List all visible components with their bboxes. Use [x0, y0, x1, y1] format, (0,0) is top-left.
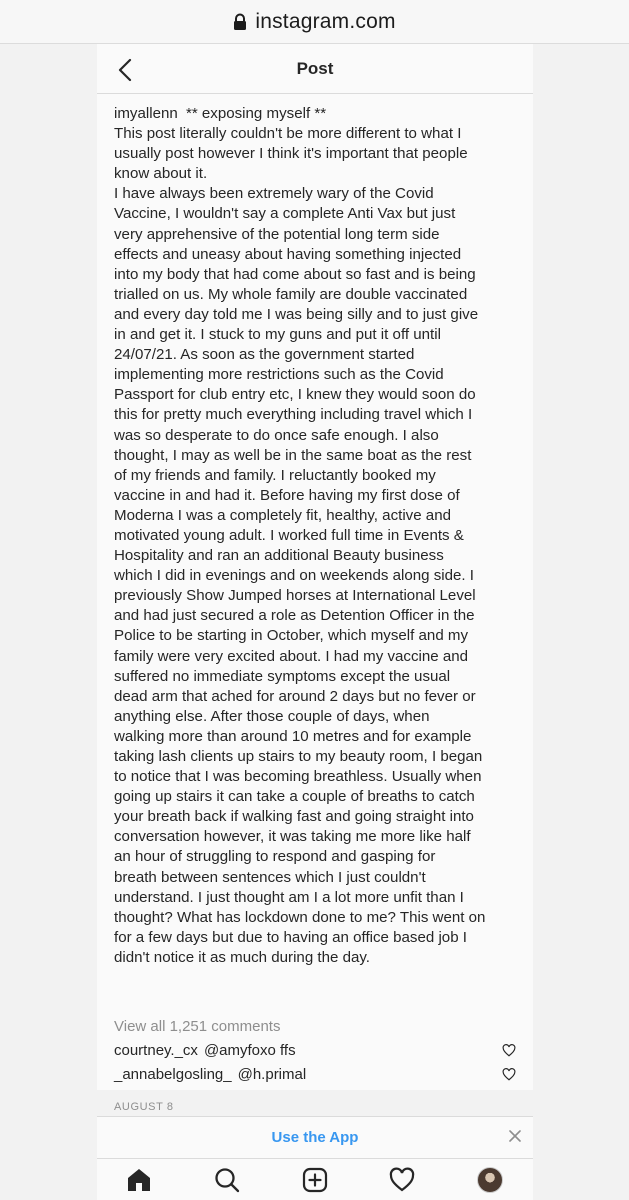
chevron-left-icon[interactable]: [117, 58, 133, 82]
lock-icon: [233, 13, 247, 31]
caption-line: family were very excited about. I had my vaccine and: [114, 647, 469, 665]
caption-line: thought, I may as well be in the same boat as the rest: [114, 446, 472, 464]
search-icon[interactable]: [214, 1167, 240, 1193]
caption-line: effects and uneasy about having something injected: [114, 245, 462, 263]
caption-line: going up stairs it can take a couple of breaths to catch: [114, 788, 475, 806]
new-post-icon[interactable]: [302, 1167, 328, 1193]
caption-line: Vaccine, I wouldn't say a complete Anti Vax but just: [114, 205, 456, 223]
like-comment-heart-icon[interactable]: [502, 1068, 516, 1081]
comment-username[interactable]: courtney._cx: [114, 1042, 198, 1059]
caption-line: Police to be starting in October, which myself and my: [114, 627, 469, 645]
comment-row: [114, 1042, 516, 1059]
caption-line: taking lash clients up stairs to my beauty room, I began: [114, 748, 483, 765]
home-icon[interactable]: [126, 1167, 152, 1193]
comment-text: @amyfoxo ffs: [203, 1042, 296, 1059]
url-text: instagram.com: [255, 9, 396, 33]
caption-line: Hospitality and ran an additional Beauty business: [114, 547, 444, 565]
activity-heart-icon[interactable]: [389, 1167, 415, 1193]
caption-line: didn't notice it as much during the day.: [114, 948, 370, 966]
caption-line: 24/07/21. As soon as the government started: [114, 346, 415, 364]
browser-url-bar[interactable]: [0, 0, 629, 44]
caption-line: to notice that I was becoming breathless. Usually when: [114, 768, 482, 786]
caption-line: an hour of struggling to respond and gasping for: [114, 848, 436, 866]
caption-username[interactable]: imyallenn: [114, 105, 178, 122]
caption-line: know about it.: [114, 165, 208, 183]
caption-line: very apprehensive of the potential long term side: [114, 225, 440, 243]
comment-text: @h.primal: [237, 1066, 307, 1083]
page-title: Post: [296, 58, 334, 78]
close-icon[interactable]: [509, 1130, 521, 1142]
caption-line: was so desperate to do once safe enough. I also: [114, 426, 439, 444]
use-app-button[interactable]: Use the App: [271, 1129, 359, 1146]
caption-line: breath between sentences which I just couldn't: [114, 868, 426, 886]
post-date: AUGUST 8: [114, 1101, 174, 1113]
caption-line: thought? What has lockdown done to me? This went on: [114, 908, 486, 926]
caption-line: This post literally couldn't be more different to what I: [114, 125, 462, 143]
post-card: [97, 44, 533, 1113]
caption-line: and every day told me I was being silly and to just give: [114, 305, 479, 323]
caption-line: dead arm that ached for around 2 days but no fever or: [114, 687, 476, 705]
caption-line: suffered no immediate symptoms except the usual: [114, 667, 451, 685]
caption-line: usually post however I think it's important that people: [114, 145, 468, 163]
caption-line: walking more than around 10 metres and for example: [114, 727, 472, 745]
profile-avatar[interactable]: [477, 1167, 503, 1193]
caption-line: anything else. After those couple of days, when: [114, 707, 430, 725]
caption-line: conversation however, it was taking me more like half: [114, 828, 471, 846]
caption-line: for a few days but due to having an office based job I: [114, 928, 467, 946]
caption-line: motivated young adult. I worked full time in Events &: [114, 526, 464, 544]
caption-line: previously Show Jumped horses at International Level: [114, 587, 476, 605]
caption-line: Passport for club entry etc, I knew they would soon do: [114, 386, 476, 404]
caption-line: understand. I just thought am I a lot more unfit than I: [114, 888, 464, 906]
caption-line: which I did in evenings and on weekends along side. I: [114, 567, 474, 585]
bottom-nav: [97, 1158, 533, 1200]
view-all-comments-link[interactable]: View all 1,251 comments: [114, 1018, 281, 1035]
url-wrap: [233, 10, 395, 34]
caption-line: of my friends and family. I reluctantly booked my: [114, 466, 436, 484]
caption-line: in and get it. I stuck to my guns and put it off until: [114, 326, 441, 344]
caption-line: imyallenn ** exposing myself **: [114, 105, 327, 122]
caption-line: this for pretty much everything including travel which I: [114, 406, 473, 424]
comment-row: [114, 1066, 516, 1083]
caption-line: trialled on us. My whole family are double vaccinated: [114, 285, 468, 303]
post-header: [97, 44, 533, 94]
caption-line: vaccine in and had it. Before having my first dose of: [114, 486, 460, 504]
caption-line: Moderna I was a completely fit, healthy, active and: [114, 506, 451, 524]
comment-username[interactable]: _annabelgosling_: [114, 1066, 232, 1083]
caption-line: and had just secured a role as Detention Officer in the: [114, 607, 475, 625]
caption-line: into my body that had come about so fast and is being: [114, 265, 476, 283]
like-comment-heart-icon[interactable]: [502, 1044, 516, 1057]
caption-line: your breath back if walking fast and going straight into: [114, 808, 474, 826]
post-caption: [114, 104, 529, 968]
use-app-banner: [97, 1116, 533, 1158]
caption-line: implementing more restrictions such as the Covid: [114, 366, 444, 384]
caption-line: I have always been extremely wary of the Covid: [114, 185, 434, 203]
